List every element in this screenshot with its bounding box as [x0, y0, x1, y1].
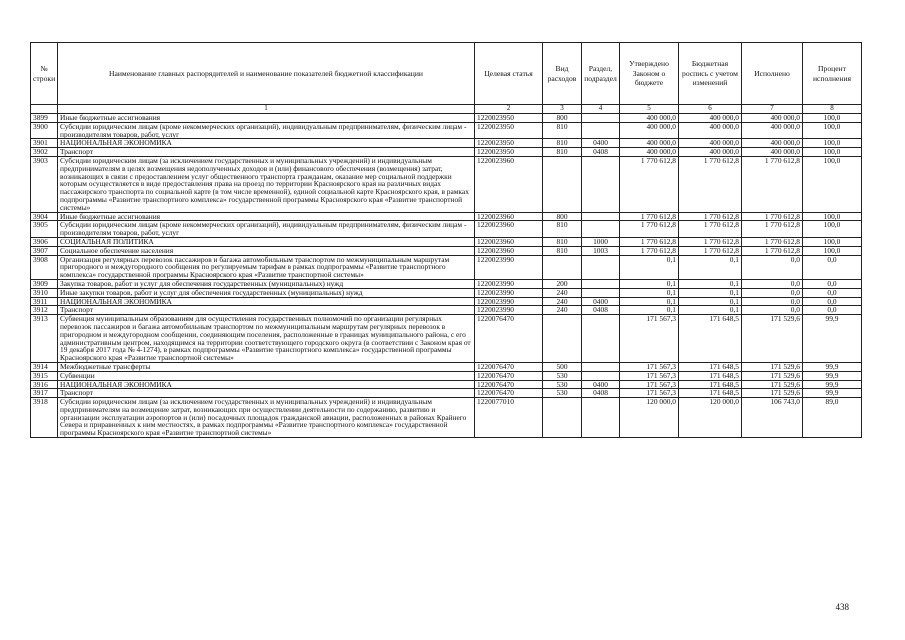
cell-schedule: 1 770 612,8 — [679, 246, 742, 255]
cell-section — [582, 255, 620, 279]
column-number: 8 — [803, 105, 862, 114]
cell-expense-type: 530 — [543, 371, 582, 380]
cell-schedule: 400 000,0 — [679, 122, 742, 139]
cell-schedule: 120 000,0 — [679, 398, 742, 438]
cell-schedule: 171 648,5 — [679, 380, 742, 389]
cell-section — [582, 288, 620, 297]
cell-row-number: 3907 — [31, 246, 58, 255]
header-executed: Исполнено — [742, 43, 803, 105]
table-row — [31, 156, 862, 212]
cell-percent: 100,0 — [803, 212, 862, 221]
column-number — [31, 105, 58, 114]
cell-row-number: 3909 — [31, 279, 58, 288]
cell-target-article: 1220023960 — [475, 212, 543, 221]
table-row — [31, 148, 862, 157]
cell-approved: 171 567,3 — [620, 315, 679, 363]
cell-section: 0408 — [582, 306, 620, 315]
table-row — [31, 212, 862, 221]
cell-executed: 106 743,0 — [742, 398, 803, 438]
cell-schedule: 1 770 612,8 — [679, 156, 742, 212]
cell-approved: 1 770 612,8 — [620, 212, 679, 221]
cell-schedule: 400 000,0 — [679, 139, 742, 148]
cell-section: 1000 — [582, 237, 620, 246]
table-row — [31, 221, 862, 238]
cell-percent: 100,0 — [803, 148, 862, 157]
cell-approved: 120 000,0 — [620, 398, 679, 438]
cell-target-article: 1220076470 — [475, 389, 543, 398]
cell-expense-type: 200 — [543, 279, 582, 288]
cell-percent: 0,0 — [803, 297, 862, 306]
cell-approved: 0,1 — [620, 279, 679, 288]
cell-name: Организация регулярных перевозок пассажиров и багажа автомобильным транспортом по межмуниципальным маршрутам пригородного и междугородного сообщения по регулируемым тарифам в рамках подпрограммы «Развитие транспортного комплекса» государственной программы Красноярского края «Развитие транспортной системы» — [58, 255, 475, 279]
cell-executed: 171 529,6 — [742, 371, 803, 380]
cell-expense-type — [543, 398, 582, 438]
cell-expense-type: 810 — [543, 237, 582, 246]
column-number-row — [31, 105, 862, 114]
cell-executed: 1 770 612,8 — [742, 212, 803, 221]
header-expense-type: Вид расходов — [543, 43, 582, 105]
cell-approved: 1 770 612,8 — [620, 221, 679, 238]
cell-target-article: 1220023960 — [475, 221, 543, 238]
cell-section: 0400 — [582, 380, 620, 389]
table-row — [31, 288, 862, 297]
cell-row-number: 3908 — [31, 255, 58, 279]
header-schedule: Бюджетная роспись с учетом изменений — [679, 43, 742, 105]
cell-approved: 1 770 612,8 — [620, 156, 679, 212]
column-number: 7 — [742, 105, 803, 114]
budget-table — [30, 42, 862, 438]
cell-percent: 0,0 — [803, 279, 862, 288]
cell-name: Субсидии юридическим лицам (кроме некоммерческих организаций), индивидуальным предпринимателям, физическим лицам - производителям товаров, работ, услуг — [58, 122, 475, 139]
cell-executed: 1 770 612,8 — [742, 156, 803, 212]
cell-approved: 0,1 — [620, 255, 679, 279]
cell-name: Транспорт — [58, 148, 475, 157]
table-row — [31, 315, 862, 363]
table-row — [31, 362, 862, 371]
table-row — [31, 297, 862, 306]
cell-name: Транспорт — [58, 389, 475, 398]
cell-target-article: 1220023950 — [475, 122, 543, 139]
cell-percent: 100,0 — [803, 122, 862, 139]
cell-schedule: 171 648,5 — [679, 389, 742, 398]
cell-executed: 400 000,0 — [742, 114, 803, 123]
cell-row-number: 3902 — [31, 148, 58, 157]
cell-target-article: 1220077010 — [475, 398, 543, 438]
cell-schedule: 171 648,5 — [679, 371, 742, 380]
cell-name: Межбюджетные трансферты — [58, 362, 475, 371]
cell-percent: 0,0 — [803, 306, 862, 315]
cell-section: 0400 — [582, 139, 620, 148]
cell-section — [582, 362, 620, 371]
cell-schedule: 0,1 — [679, 255, 742, 279]
cell-percent: 89,0 — [803, 398, 862, 438]
cell-percent: 100,0 — [803, 221, 862, 238]
cell-row-number: 3914 — [31, 362, 58, 371]
cell-executed: 171 529,6 — [742, 315, 803, 363]
page-number: 438 — [835, 602, 849, 612]
cell-expense-type — [543, 156, 582, 212]
cell-approved: 0,1 — [620, 297, 679, 306]
cell-executed: 0,0 — [742, 255, 803, 279]
table-row — [31, 371, 862, 380]
table-body — [31, 114, 862, 438]
cell-expense-type — [543, 315, 582, 363]
cell-row-number: 3900 — [31, 122, 58, 139]
cell-approved: 0,1 — [620, 288, 679, 297]
cell-schedule: 171 648,5 — [679, 315, 742, 363]
cell-executed: 400 000,0 — [742, 122, 803, 139]
cell-executed: 1 770 612,8 — [742, 246, 803, 255]
cell-executed: 171 529,6 — [742, 380, 803, 389]
cell-section: 0408 — [582, 148, 620, 157]
cell-section — [582, 371, 620, 380]
cell-percent: 99,9 — [803, 371, 862, 380]
cell-expense-type: 240 — [543, 288, 582, 297]
header-section: Раздел, подраздел — [582, 43, 620, 105]
table-row — [31, 246, 862, 255]
cell-expense-type: 800 — [543, 212, 582, 221]
cell-name: Субвенции — [58, 371, 475, 380]
cell-name: Иные бюджетные ассигнования — [58, 114, 475, 123]
cell-schedule: 0,1 — [679, 306, 742, 315]
cell-schedule: 0,1 — [679, 288, 742, 297]
cell-section — [582, 315, 620, 363]
cell-section: 0408 — [582, 389, 620, 398]
cell-target-article: 1220023990 — [475, 255, 543, 279]
cell-target-article: 1220076470 — [475, 362, 543, 371]
cell-executed: 0,0 — [742, 297, 803, 306]
cell-expense-type: 810 — [543, 221, 582, 238]
cell-executed: 171 529,6 — [742, 389, 803, 398]
cell-section: 1003 — [582, 246, 620, 255]
cell-percent: 0,0 — [803, 255, 862, 279]
cell-expense-type: 810 — [543, 148, 582, 157]
cell-section — [582, 221, 620, 238]
cell-expense-type: 530 — [543, 389, 582, 398]
cell-name: Социальное обеспечение населения — [58, 246, 475, 255]
table-row — [31, 237, 862, 246]
cell-name: Субвенция муниципальным образованиям для осуществления государственных полномочий по организации регулярных перевозок пассажиров и багажа автомобильным транспортом по межмуниципальным маршрутам регулярных перевозок в пригородном и междугородном сообщении, соединяющим поселения, расположенные в границах муниципального района, с его административным центром, находящимся на территории соответствующего городского округа (в соответствии с Законом края от 19 декабря 2017 года № 4-1274), в рамках подпрограммы «Развитие транспортного комплекса» государственной программы Красноярского края «Развитие транспортной системы» — [58, 315, 475, 363]
cell-name: НАЦИОНАЛЬНАЯ ЭКОНОМИКА — [58, 380, 475, 389]
cell-percent: 99,9 — [803, 380, 862, 389]
cell-approved: 171 567,3 — [620, 389, 679, 398]
cell-row-number: 3916 — [31, 380, 58, 389]
cell-name: Субсидии юридическим лицам (за исключением государственных и муниципальных учреждений) и индивидуальным предпринимателям в целях возмещения недополученных доходов и (или) финансового обеспечения (возмещения) затрат, возникающих в связи с предоставлением услуг общественного транспорта гражданам, оказание мер социальной поддержки которым осуществляется в виде предоставления права на проезд по территории Красноярского края на различных видах пассажирского транспорта по социальной карте (в том числе временной), единой социальной карте Красноярского края, в рамках подпрограммы «Развитие транспортного комплекса» государственной программы Красноярского края «Развитие транспортной системы» — [58, 156, 475, 212]
cell-section — [582, 279, 620, 288]
table-row — [31, 398, 862, 438]
cell-target-article: 1220023960 — [475, 156, 543, 212]
cell-expense-type: 240 — [543, 306, 582, 315]
cell-schedule: 0,1 — [679, 279, 742, 288]
cell-name: НАЦИОНАЛЬНАЯ ЭКОНОМИКА — [58, 297, 475, 306]
cell-percent: 99,9 — [803, 362, 862, 371]
cell-executed: 0,0 — [742, 288, 803, 297]
cell-target-article: 1220023960 — [475, 237, 543, 246]
cell-expense-type: 810 — [543, 122, 582, 139]
column-number: 1 — [58, 105, 475, 114]
cell-target-article: 1220023950 — [475, 139, 543, 148]
cell-name: Иные закупки товаров, работ и услуг для обеспечения государственных (муниципальных) нужд — [58, 288, 475, 297]
cell-section — [582, 212, 620, 221]
column-number: 3 — [543, 105, 582, 114]
cell-row-number: 3912 — [31, 306, 58, 315]
cell-expense-type: 810 — [543, 139, 582, 148]
cell-row-number: 3899 — [31, 114, 58, 123]
column-number: 6 — [679, 105, 742, 114]
cell-percent: 99,9 — [803, 389, 862, 398]
cell-section — [582, 114, 620, 123]
cell-target-article: 1220076470 — [475, 380, 543, 389]
cell-approved: 171 567,3 — [620, 380, 679, 389]
cell-percent: 100,0 — [803, 139, 862, 148]
header-row — [31, 43, 862, 105]
cell-executed: 0,0 — [742, 306, 803, 315]
cell-name: Субсидии юридическим лицам (кроме некоммерческих организаций), индивидуальным предпринимателям, физическим лицам - производителям товаров, работ, услуг — [58, 221, 475, 238]
cell-approved: 171 567,3 — [620, 371, 679, 380]
cell-row-number: 3911 — [31, 297, 58, 306]
cell-row-number: 3904 — [31, 212, 58, 221]
table-row — [31, 306, 862, 315]
cell-schedule: 1 770 612,8 — [679, 212, 742, 221]
cell-row-number: 3910 — [31, 288, 58, 297]
cell-approved: 400 000,0 — [620, 148, 679, 157]
cell-percent: 99,9 — [803, 315, 862, 363]
cell-name: Иные бюджетные ассигнования — [58, 212, 475, 221]
cell-approved: 400 000,0 — [620, 122, 679, 139]
cell-row-number: 3913 — [31, 315, 58, 363]
header-name: Наименование главных распорядителей и наименование показателей бюджетной классификации — [58, 43, 475, 105]
cell-executed: 0,0 — [742, 279, 803, 288]
cell-name: Закупка товаров, работ и услуг для обеспечения государственных (муниципальных) нужд — [58, 279, 475, 288]
cell-target-article: 1220023950 — [475, 148, 543, 157]
cell-section — [582, 398, 620, 438]
cell-target-article: 1220023960 — [475, 246, 543, 255]
cell-schedule: 1 770 612,8 — [679, 221, 742, 238]
cell-executed: 400 000,0 — [742, 148, 803, 157]
cell-target-article: 1220076470 — [475, 371, 543, 380]
header-row-no: № строки — [31, 43, 58, 105]
cell-row-number: 3901 — [31, 139, 58, 148]
column-number: 4 — [582, 105, 620, 114]
cell-target-article: 1220023990 — [475, 297, 543, 306]
cell-percent: 100,0 — [803, 246, 862, 255]
cell-section: 0400 — [582, 297, 620, 306]
cell-approved: 1 770 612,8 — [620, 246, 679, 255]
cell-row-number: 3915 — [31, 371, 58, 380]
cell-row-number: 3917 — [31, 389, 58, 398]
cell-row-number: 3903 — [31, 156, 58, 212]
cell-expense-type — [543, 255, 582, 279]
cell-approved: 1 770 612,8 — [620, 237, 679, 246]
cell-row-number: 3905 — [31, 221, 58, 238]
cell-target-article: 1220023950 — [475, 114, 543, 123]
cell-name: СОЦИАЛЬНАЯ ПОЛИТИКА — [58, 237, 475, 246]
cell-target-article: 1220076470 — [475, 315, 543, 363]
header-target-article: Целевая статья — [475, 43, 543, 105]
cell-expense-type: 800 — [543, 114, 582, 123]
cell-percent: 100,0 — [803, 114, 862, 123]
cell-target-article: 1220023990 — [475, 306, 543, 315]
table-row — [31, 389, 862, 398]
cell-schedule: 1 770 612,8 — [679, 237, 742, 246]
cell-executed: 1 770 612,8 — [742, 221, 803, 238]
cell-section — [582, 122, 620, 139]
header-approved: Утверждено Законом о бюджете — [620, 43, 679, 105]
cell-schedule: 0,1 — [679, 297, 742, 306]
budget-sheet — [30, 42, 862, 438]
cell-approved: 0,1 — [620, 306, 679, 315]
header-percent: Процент исполнения — [803, 43, 862, 105]
column-number: 5 — [620, 105, 679, 114]
cell-name: НАЦИОНАЛЬНАЯ ЭКОНОМИКА — [58, 139, 475, 148]
cell-executed: 1 770 612,8 — [742, 237, 803, 246]
cell-schedule: 171 648,5 — [679, 362, 742, 371]
cell-expense-type: 240 — [543, 297, 582, 306]
cell-executed: 171 529,6 — [742, 362, 803, 371]
table-row — [31, 122, 862, 139]
cell-percent: 100,0 — [803, 237, 862, 246]
cell-percent: 100,0 — [803, 156, 862, 212]
cell-executed: 400 000,0 — [742, 139, 803, 148]
table-row — [31, 139, 862, 148]
cell-approved: 171 567,3 — [620, 362, 679, 371]
cell-approved: 400 000,0 — [620, 139, 679, 148]
cell-row-number: 3918 — [31, 398, 58, 438]
cell-section — [582, 156, 620, 212]
table-row — [31, 380, 862, 389]
column-number: 2 — [475, 105, 543, 114]
cell-schedule: 400 000,0 — [679, 114, 742, 123]
cell-target-article: 1220023990 — [475, 288, 543, 297]
cell-percent: 0,0 — [803, 288, 862, 297]
cell-expense-type: 530 — [543, 380, 582, 389]
cell-approved: 400 000,0 — [620, 114, 679, 123]
cell-expense-type: 810 — [543, 246, 582, 255]
cell-schedule: 400 000,0 — [679, 148, 742, 157]
cell-row-number: 3906 — [31, 237, 58, 246]
cell-expense-type: 500 — [543, 362, 582, 371]
table-row — [31, 279, 862, 288]
cell-name: Субсидии юридическим лицам (за исключением государственных и муниципальных учреждений) и индивидуальным предпринимателям на возмещение затрат, возникающих при осуществлении деятельности по содержанию, развитию и организации эксплуатации аэропортов и (или) посадочных площадок гражданской авиации, расположенных в районах Крайнего Севера и приравненных к ним местностях, в рамках подпрограммы «Развитие транспортного комплекса» государственной программы Красноярского края «Развитие транспортной системы» — [58, 398, 475, 438]
table-row — [31, 114, 862, 123]
cell-target-article: 1220023990 — [475, 279, 543, 288]
table-row — [31, 255, 862, 279]
cell-name: Транспорт — [58, 306, 475, 315]
